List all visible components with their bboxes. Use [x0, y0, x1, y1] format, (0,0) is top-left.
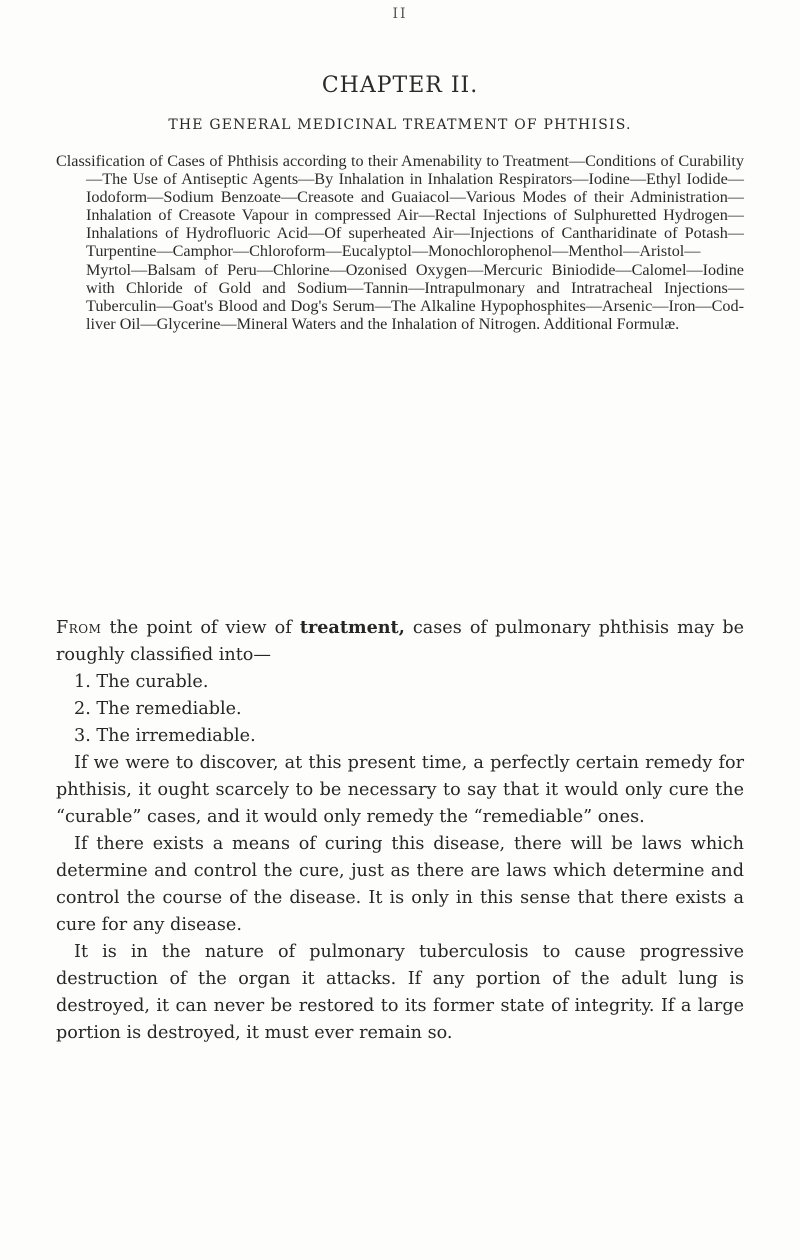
intro-text-before: the point of view of [109, 618, 292, 638]
list-item: 2. The remediable. [74, 699, 242, 719]
intro-paragraph [56, 614, 744, 669]
body-text [56, 614, 744, 1047]
intro-bold-word: treatment, [299, 617, 405, 638]
chapter-synopsis [56, 152, 744, 333]
paragraph: If we were to discover, at this present time, a perfectly certain remedy for phthisis, it ought scarcely to be necessary to say that it would only cure the “curable” cases, and it would only remedy the “remediable” ones. [56, 753, 744, 827]
paragraph: If there exists a means of curing this disease, there will be laws which determine and control the cure, just as there are laws which determine and control the course of the disease. It is only in this sense that there exists a cure for any disease. [56, 834, 744, 935]
paragraph: It is in the nature of pulmonary tuberculosis to cause progressive destruction of the organ it attacks. If any portion of the adult lung is destroyed, it can never be restored to its former state of integrity. If a large portion is destroyed, it must ever remain so. [56, 942, 744, 1043]
chapter-title: CHAPTER II. [321, 73, 479, 98]
list-item: 1. The curable. [74, 672, 209, 692]
lead-word: From [56, 618, 102, 638]
section-title: THE GENERAL MEDICINAL TREATMENT OF PHTHISIS. [168, 117, 632, 133]
synopsis-text: Classification of Cases of Phthisis according to their Amenability to Treatment—Conditions of Curability—The Use of Antiseptic Agents—By Inhalation in Inhalation Respirators—Iodine—Ethyl Iodide—Iodoform—Sodium Benzoate—Creasote and Guaiacol—Various Modes of their Administration—Inhalation of Creasote Vapour in compressed Air—Rectal Injections of Sulphuretted Hydrogen—Inhalations of Hydrofluoric Acid—Of superheated Air—Injections of Cantharidinate of Potash—Turpentine—Camphor—Chloroform—Eucalyptol—Monochlorophenol—Menthol—Aristol—Myrtol—Balsam of Peru—Chlorine—Ozonised Oxygen—Mercuric Biniodide—Calomel—Iodine with Chloride of Gold and Sodium—Tannin—Intrapulmonary and Intratracheal Injections—Tuberculin—Goat's Blood and Dog's Serum—The Alkaline Hypophosphites—Arsenic—Iron—Cod-liver Oil—Glycerine—Mineral Waters and the Inhalation of Nitrogen. Additional Formulæ. [56, 152, 744, 333]
intro-text-after: cases of pulmonary phthisis may be roughly classified into— [56, 618, 745, 665]
list-item: 3. The irremediable. [74, 726, 256, 746]
classification-list [56, 669, 744, 750]
page-number: II [392, 6, 408, 22]
